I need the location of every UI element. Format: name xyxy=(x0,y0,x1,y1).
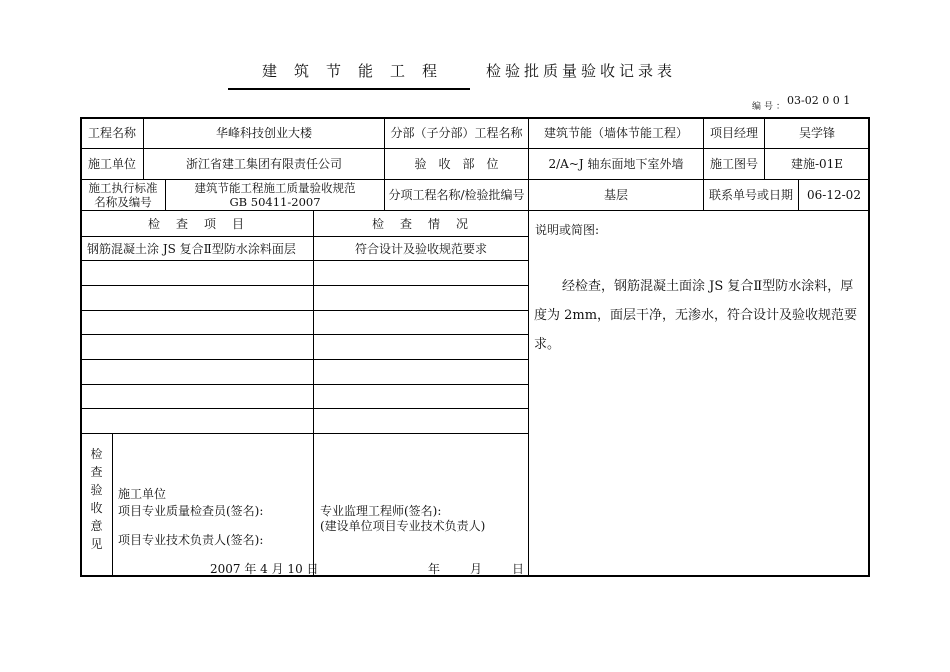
notes-text: 经检查，钢筋混凝土面涂 JS 复合Ⅱ型防水涂料，厚度为 2mm，面层干净，无渗水，符合设计及验收规范要求。 xyxy=(534,279,858,352)
manager-label: 项目经理 xyxy=(709,126,758,140)
inspection-item xyxy=(81,261,313,285)
subdivision-value: 建筑节能（墙体节能工程） xyxy=(543,126,688,140)
inspection-status: 符合设计及验收规范要求 xyxy=(354,241,487,256)
contractor-signoff-date: 2007 年 4 月 10 日 xyxy=(210,562,319,576)
standard-value xyxy=(166,180,384,210)
subitem-label: 分项工程名称/检验批编号 xyxy=(388,188,525,202)
side-char: 意 xyxy=(90,519,103,533)
standard-label xyxy=(81,180,165,210)
owner-tech-lead: (建设单位项目专业技术负责人) xyxy=(320,519,486,533)
side-char: 验 xyxy=(90,483,103,497)
standard-value-line2: GB 50411-2007 xyxy=(229,195,321,209)
contractor-unit-label: 施工单位 xyxy=(118,487,167,501)
inspection-item-header: 检 查 项 目 xyxy=(147,216,246,231)
inspection-status-header: 检 查 情 况 xyxy=(371,216,470,231)
side-char: 见 xyxy=(90,537,103,551)
notes-label: 说明或简图: xyxy=(535,223,600,237)
standard-label-line1: 施工执行标准 xyxy=(88,181,158,195)
inspection-item xyxy=(81,360,313,384)
manager-value: 吴学锋 xyxy=(798,126,835,140)
col-divider xyxy=(112,433,113,577)
supervisor-signature: 专业监理工程师(签名): xyxy=(320,504,442,518)
inspection-item: 钢筋混凝土涂 JS 复合Ⅱ型防水涂料面层 xyxy=(87,241,296,256)
contractor-label: 施工单位 xyxy=(87,157,136,171)
form-title-left: 建筑节能工程 xyxy=(262,62,455,80)
inspection-item xyxy=(81,385,313,408)
standard-value-line1: 建筑节能工程施工质量验收规范 xyxy=(194,181,356,195)
supervisor-signoff-date: 年 月 日 xyxy=(428,562,527,576)
acceptance-part-label: 验 收 部 位 xyxy=(414,157,499,171)
side-char: 检 xyxy=(90,447,103,461)
project-name-value: 华峰科技创业大楼 xyxy=(215,126,312,140)
subdivision-label: 分部（子分部）工程名称 xyxy=(390,126,523,140)
inspection-status xyxy=(314,360,528,384)
inspection-item xyxy=(81,335,313,359)
qc-inspector-signature: 项目专业质量检查员(签名): xyxy=(118,504,264,518)
tech-lead-signature: 项目专业技术负责人(签名): xyxy=(118,533,264,547)
title-underline xyxy=(228,88,470,90)
drawing-no-label: 施工图号 xyxy=(709,157,758,171)
side-char: 查 xyxy=(90,465,103,479)
contractor-value: 浙江省建工集团有限责任公司 xyxy=(185,157,342,171)
acceptance-part-value: 2/A~J 轴东面地下室外墙 xyxy=(548,157,684,171)
row-divider xyxy=(80,433,528,434)
doc-number-label: 编号： xyxy=(752,102,789,112)
doc-number-value: 03-02 0 0 1 xyxy=(787,94,851,107)
subitem-value: 基层 xyxy=(603,188,628,202)
project-name-label: 工程名称 xyxy=(87,126,136,140)
acceptance-opinion-label xyxy=(81,445,112,553)
inspection-item xyxy=(81,311,313,334)
standard-label-line2: 名称及编号 xyxy=(94,195,152,209)
inspection-status xyxy=(314,261,528,285)
contact-value: 06-12-02 xyxy=(807,188,861,202)
inspection-status xyxy=(314,311,528,334)
drawing-no-value: 建施-01E xyxy=(790,157,844,171)
inspection-status xyxy=(314,385,528,408)
form-title-right: 检验批质量验收记录表 xyxy=(486,62,677,80)
side-char: 收 xyxy=(90,501,103,515)
contact-label: 联系单号或日期 xyxy=(708,188,793,202)
inspection-status xyxy=(314,335,528,359)
inspection-status xyxy=(314,409,528,433)
inspection-status xyxy=(314,286,528,310)
inspection-item xyxy=(81,286,313,310)
inspection-item xyxy=(81,409,313,433)
